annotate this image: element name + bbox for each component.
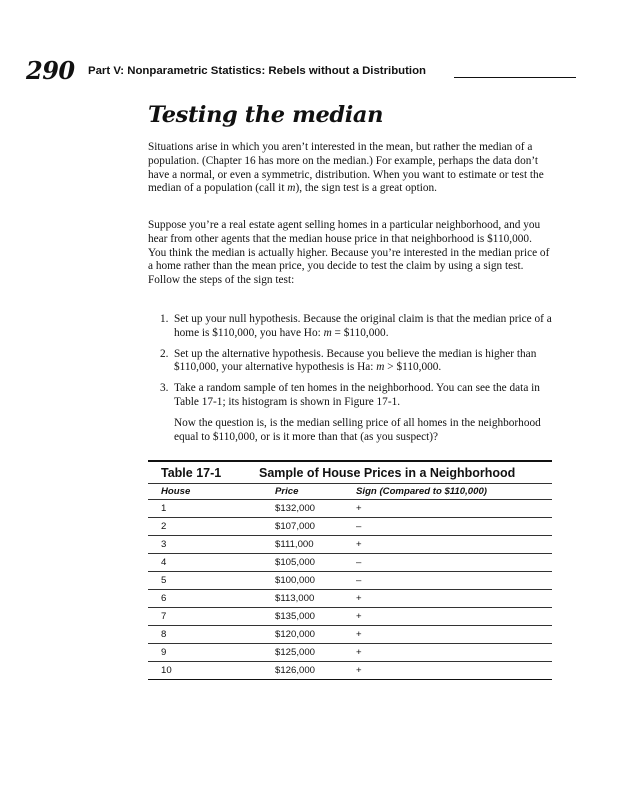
sign-cell: –: [356, 554, 552, 572]
step-text-end: > $110,000.: [384, 361, 442, 374]
sign-cell: +: [356, 626, 552, 644]
step-text: Set up the alternative hypothesis. Because you believe the median is higher than $110,000, your alternative hypothesis is Ha:: [174, 347, 537, 374]
price-cell: $120,000: [275, 626, 356, 644]
house-cell: 8: [148, 626, 275, 644]
intro-text-end: ), the sign test is a great option.: [295, 182, 437, 195]
step-variable: m: [376, 361, 385, 374]
house-cell: 6: [148, 590, 275, 608]
step-number: 2.: [160, 347, 169, 360]
step-item: [148, 382, 552, 444]
table-row: [148, 662, 552, 680]
step-text: Set up your null hypothesis. Because the original claim is that the median price of a home is $110,000, you have Ho:: [174, 313, 552, 339]
price-cell: $113,000: [275, 590, 356, 608]
table-header-row: [148, 484, 552, 500]
house-cell: 7: [148, 608, 275, 626]
step-number: 1.: [160, 313, 169, 325]
step-text-end: = $110,000.: [331, 326, 389, 339]
table-number: Table 17-1: [161, 466, 222, 480]
sign-cell: –: [356, 518, 552, 536]
price-cell: $125,000: [275, 644, 356, 662]
house-cell: 4: [148, 554, 275, 572]
page-header: [26, 56, 556, 86]
price-cell: $107,000: [275, 518, 356, 536]
house-cell: 5: [148, 572, 275, 590]
price-cell: $105,000: [275, 554, 356, 572]
step-followup: Now the question is, is the median selling price of all homes in the neighborhood equal to $110,000, or is it more than that (as you suspect)?: [174, 416, 541, 443]
sign-cell: –: [356, 572, 552, 590]
table-row: [148, 536, 552, 554]
median-variable: m: [287, 182, 296, 195]
house-cell: 9: [148, 644, 275, 662]
price-cell: $132,000: [275, 500, 356, 518]
table-row: [148, 500, 552, 518]
house-cell: 2: [148, 518, 275, 536]
table-row: [148, 590, 552, 608]
house-cell: 10: [148, 662, 275, 680]
table-row: [148, 626, 552, 644]
sign-cell: +: [356, 662, 552, 680]
running-title: Part V: Nonparametric Statistics: Rebels without a Distribution: [88, 65, 426, 77]
column-header-sign: Sign (Compared to $110,000): [356, 484, 552, 500]
sign-cell: +: [356, 536, 552, 554]
price-cell: $100,000: [275, 572, 356, 590]
table-caption: [148, 462, 552, 483]
section-heading: Testing the median: [148, 102, 384, 128]
table-row: [148, 518, 552, 536]
house-cell: 3: [148, 536, 275, 554]
price-cell: $126,000: [275, 662, 356, 680]
table-row: [148, 608, 552, 626]
intro-paragraph: [148, 141, 552, 196]
sign-cell: +: [356, 644, 552, 662]
header-rule: [454, 77, 576, 78]
sign-cell: +: [356, 608, 552, 626]
scenario-paragraph: Suppose you’re a real estate agent selling homes in a particular neighborhood, and you hear from other agents that the median house price in that neighborhood is $110,000. You think the median is actually higher. Because you’re interested in the median price of a home rather than the mean price, you decide to test the claim by using a sign test. Follow the steps of the sign test:: [148, 219, 550, 287]
step-text: Take a random sample of ten homes in the neighborhood. You can see the data in Table 17-1; its histogram is shown in Figure 17-1.: [174, 382, 540, 408]
table-row: [148, 554, 552, 572]
intro-text-start: Situations arise in which you aren’t interested in the mean, but rather the median of a population. (Chapter 16 has more on the median.) For example, perhaps the data don’t have a normal, or even a symmetric, distribution. When you want to estimate or test the median of a population (call it: [148, 141, 544, 195]
price-cell: $135,000: [275, 608, 356, 626]
column-header-house: House: [148, 484, 275, 500]
table-body: [148, 500, 552, 680]
house-cell: 1: [148, 500, 275, 518]
column-header-price: Price: [275, 484, 356, 500]
table-row: [148, 572, 552, 590]
table-row: [148, 644, 552, 662]
table-title: Sample of House Prices in a Neighborhood: [259, 466, 516, 480]
step-number: 3.: [160, 382, 169, 395]
data-table: [148, 483, 552, 680]
sign-cell: +: [356, 500, 552, 518]
step-item: [148, 348, 552, 376]
sign-cell: +: [356, 590, 552, 608]
price-table: [148, 460, 552, 680]
page-number: 290: [26, 56, 75, 85]
steps-list: [148, 313, 552, 451]
step-item: [148, 313, 552, 341]
step-variable: m: [323, 326, 332, 339]
price-cell: $111,000: [275, 536, 356, 554]
